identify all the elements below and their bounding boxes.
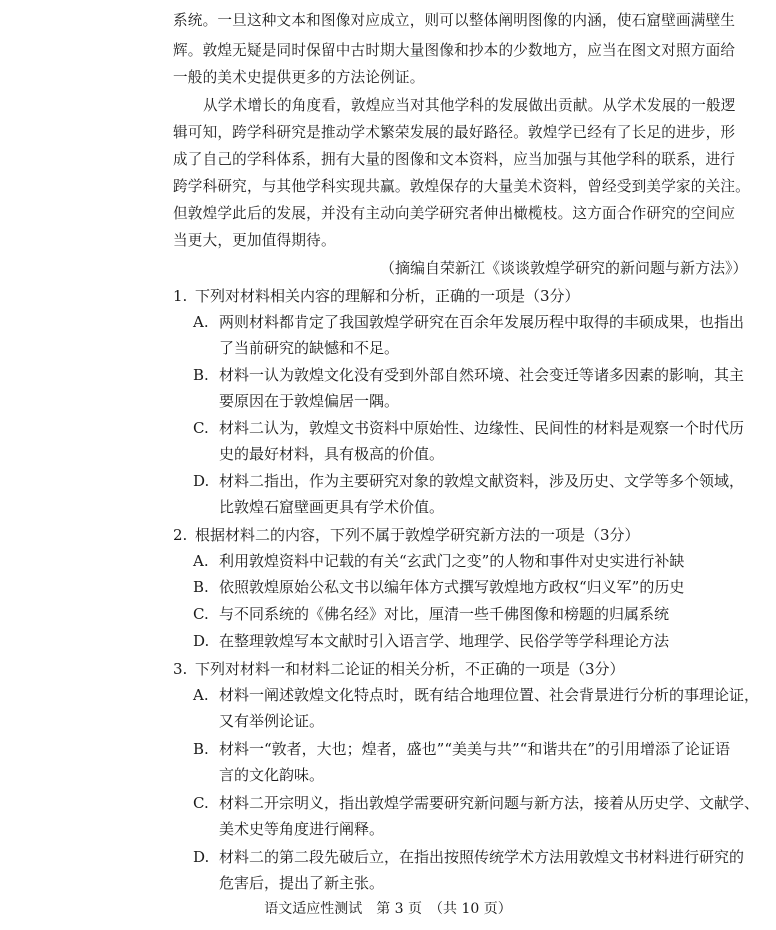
option-d[interactable]: [193, 472, 744, 490]
option-b[interactable]: [193, 740, 730, 758]
citation: （摘编自荣新江《谈谈敦煌学研究的新问题与新方法》）: [380, 259, 748, 277]
option-label: C.: [193, 605, 209, 623]
passage-line: 但敦煌学此后的发展，并没有主动向美学研究者伸出橄榄枝。这方面合作研究的空间应: [173, 205, 736, 222]
option-d[interactable]: [193, 848, 744, 866]
passage-line: 成了自己的学科体系，拥有大量的图像和文本资料，应当加强与其他学科的联系，进行: [173, 151, 736, 168]
option-text: 材料一认为敦煌文化没有受到外部自然环境、社会变迁等诸多因素的影响，其主: [219, 366, 745, 384]
option-b[interactable]: [193, 366, 744, 384]
passage-line: 跨学科研究，与其他学科实现共赢。敦煌保存的大量美术资料，曾经受到美学家的关注。: [173, 178, 750, 195]
option-text: 与不同系统的《佛名经》对比，厘清一些千佛图像和榜题的归属系统: [219, 605, 670, 623]
passage-line: 从学术增长的角度看，敦煌应当对其他学科的发展做出贡献。从学术发展的一般逻: [203, 97, 736, 114]
question-text: 下列对材料一和材料二论证的相关分析，不正确的一项是（3分）: [195, 660, 625, 678]
question-stem: [173, 287, 580, 305]
option-label: B.: [193, 578, 209, 596]
option-c[interactable]: [193, 605, 669, 623]
option-text: 利用敦煌资料中记载的有关“玄武门之变”的人物和事件对史实进行补缺: [219, 552, 685, 570]
option-d-continued: 危害后，提出了新主张。: [219, 874, 385, 892]
option-text: 材料二认为，敦煌文书资料中原始性、边缘性、民间性的材料是观察一个时代历: [219, 419, 745, 437]
option-text: 在整理敦煌写本文献时引入语言学、地理学、民俗学等学科理论方法: [219, 632, 670, 650]
question-number: 3.: [173, 660, 188, 678]
option-c[interactable]: [193, 419, 744, 437]
option-label: C.: [193, 794, 209, 812]
option-label: A.: [193, 313, 209, 331]
option-label: C.: [193, 419, 209, 437]
page-footer: 语文适应性测试 第 3 页 （共 10 页）: [264, 901, 512, 917]
option-b-continued: 要原因在于敦煌偏居一隅。: [219, 392, 400, 410]
question-number: 1.: [173, 287, 188, 305]
option-text: 依照敦煌原始公私文书以编年体方式撰写敦煌地方政权“归义军”的历史: [219, 578, 685, 596]
option-d[interactable]: [193, 632, 669, 650]
option-label: A.: [193, 686, 209, 704]
option-text: 材料二开宗明义，指出敦煌学需要研究新问题与新方法，接着从历史学、文献学、: [219, 794, 760, 812]
option-label: B.: [193, 740, 209, 758]
option-text: 材料二的第二段先破后立，在指出按照传统学术方法用敦煌文书材料进行研究的: [219, 848, 745, 866]
option-a-continued: 了当前研究的缺憾和不足。: [219, 339, 400, 357]
question-text: 下列对材料相关内容的理解和分析，正确的一项是（3分）: [195, 287, 580, 305]
option-text: 两则材料都肯定了我国敦煌学研究在百余年发展历程中取得的丰硕成果，也指出: [219, 313, 745, 331]
question-stem: [173, 526, 640, 544]
question-stem: [173, 660, 625, 678]
option-c-continued: 史的最好材料，具有极高的价值。: [219, 445, 445, 463]
option-label: D.: [193, 632, 210, 650]
option-c[interactable]: [193, 794, 759, 812]
question-number: 2.: [173, 526, 188, 544]
passage-line: 一般的美术史提供更多的方法论例证。: [173, 69, 425, 86]
option-a[interactable]: [193, 313, 744, 331]
question-text: 根据材料二的内容，下列不属于敦煌学研究新方法的一项是（3分）: [195, 526, 640, 544]
option-text: 材料一阐述敦煌文化特点时，既有结合地理位置、社会背景进行分析的事理论证，: [219, 686, 760, 704]
option-label: B.: [193, 366, 209, 384]
option-label: A.: [193, 552, 209, 570]
option-text: 材料二指出，作为主要研究对象的敦煌文献资料，涉及历史、文学等多个领域，: [219, 472, 745, 490]
option-a[interactable]: [193, 686, 759, 704]
passage-line: 辉。敦煌无疑是同时保留中古时期大量图像和抄本的少数地方，应当在图文对照方面给: [173, 42, 736, 59]
option-a-continued: 又有举例论证。: [219, 712, 325, 730]
passage-line: 当更大，更加值得期待。: [173, 232, 336, 249]
option-d-continued: 比敦煌石窟壁画更具有学术价值。: [219, 498, 445, 516]
option-b[interactable]: [193, 578, 684, 596]
option-a[interactable]: [193, 552, 684, 570]
option-c-continued: 美术史等角度进行阐释。: [219, 820, 385, 838]
option-label: D.: [193, 472, 210, 490]
option-label: D.: [193, 848, 210, 866]
option-text: 材料一“敦者，大也；煌者，盛也”“美美与共”“和谐共在”的引用增添了论证语: [219, 740, 731, 758]
passage-line: 系统。一旦这种文本和图像对应成立，则可以整体阐明图像的内涵，使石窟壁画满壁生: [173, 12, 736, 29]
passage-line: 辑可知，跨学科研究是推动学术繁荣发展的最好路径。敦煌学已经有了长足的进步，形: [173, 124, 736, 141]
option-b-continued: 言的文化韵味。: [219, 766, 325, 784]
